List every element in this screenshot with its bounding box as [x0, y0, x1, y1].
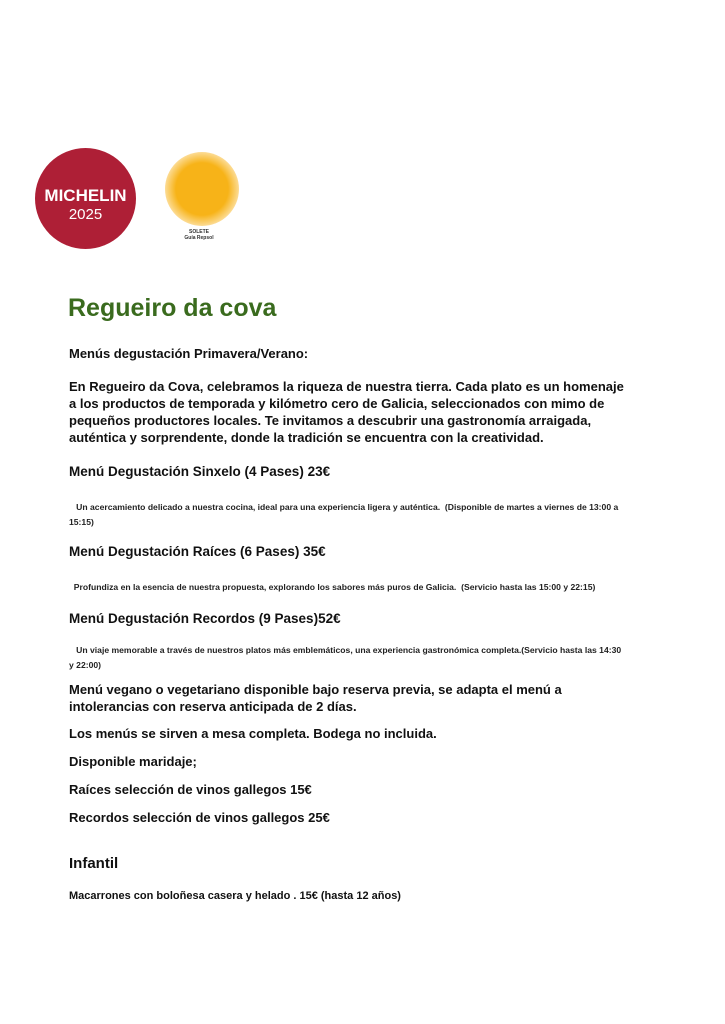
repsol-text: Guía Repsol: [184, 235, 214, 241]
note-pairing-recordos: Recordos selección de vinos gallegos 25€: [69, 810, 330, 825]
kids-heading: Infantil: [69, 855, 119, 872]
solete-text: SOLETE: [188, 229, 209, 235]
subtitle: Menús degustación Primavera/Verano:: [69, 346, 309, 361]
menu-desc-raices: Profundiza en la esencia de nuestra propuesta, explorando los sabores más puros de Galicia. (Servicio hasta las 15:00 y 22:15): [69, 582, 596, 592]
note-pairing-raices: Raíces selección de vinos gallegos 15€: [69, 782, 312, 797]
kids-item: Macarrones con boloñesa casera y helado . 15€ (hasta 12 años): [69, 890, 401, 902]
menu-title-raices: Menú Degustación Raíces (6 Pases) 35€: [69, 544, 326, 559]
note-pairing: Disponible maridaje;: [69, 754, 197, 769]
michelin-logo-year: 2025: [68, 206, 103, 223]
menu-desc-recordos: Un viaje memorable a través de nuestros platos más emblemáticos, una experiencia gastronómica completa.(Servicio hasta las 14:30 y 22:00): [69, 645, 624, 670]
michelin-2025-logo: [35, 148, 136, 249]
menu-title-sinxelo: Menú Degustación Sinxelo (4 Pases) 23€: [69, 464, 331, 479]
michelin-logo-text: MICHELIN: [44, 186, 127, 205]
note-vegan: Menú vegano o vegetariano disponible bajo reserva previa, se adapta el menú a intolerancias con reserva anticipada de 2 días.: [69, 682, 562, 714]
sun-icon: [165, 152, 239, 226]
solete-repsol-logo: [143, 142, 255, 246]
menu-title-recordos: Menú Degustación Recordos (9 Pases)52€: [69, 611, 341, 626]
note-full-table: Los menús se sirven a mesa completa. Bodega no incluida.: [69, 726, 437, 741]
page-title: Regueiro da cova: [68, 294, 277, 322]
menu-desc-sinxelo: Un acercamiento delicado a nuestra cocina, ideal para una experiencia ligera y auténtica. (Disponible de martes a viernes de 13:00 a 15:15): [69, 502, 621, 527]
intro-paragraph: En Regueiro da Cova, celebramos la riqueza de nuestra tierra. Cada plato es un homenaje a los productos de temporada y kilómetro cero de Galicia, seleccionados con mimo de pequeños productores locales. Te invitamos a descubrir una gastronomía arraigada, auténtica y sorprendente, donde la tradición se encuentra con la creatividad.: [69, 379, 624, 445]
